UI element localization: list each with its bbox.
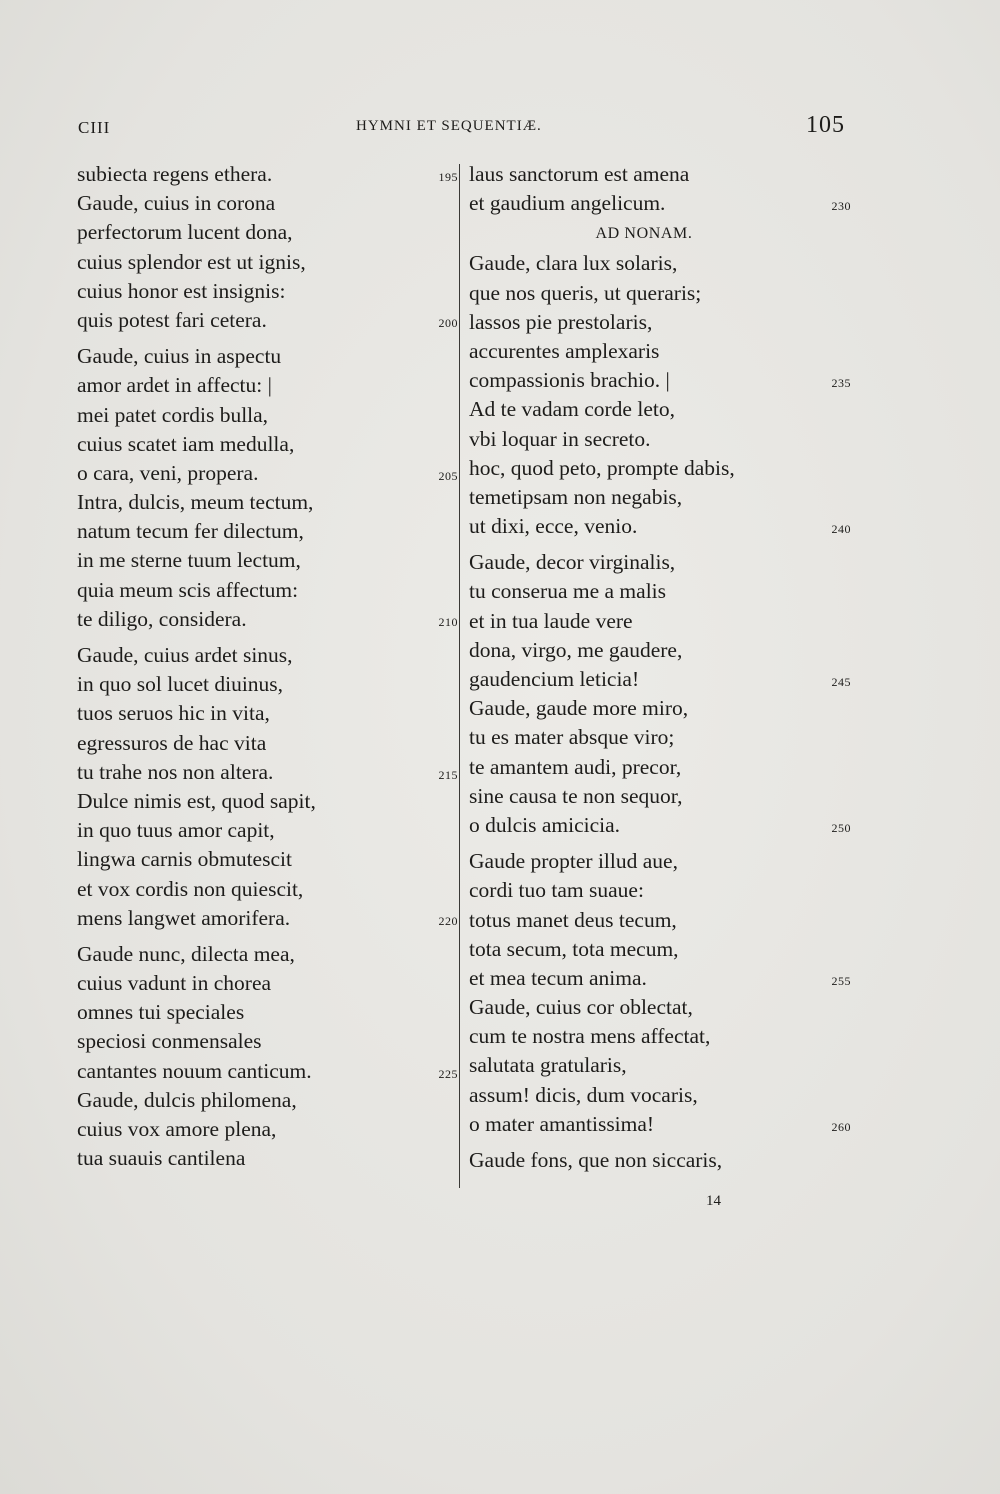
verse-line — [469, 1110, 849, 1139]
verse-line — [469, 249, 849, 278]
verse-text: totus manet deus tecum, — [469, 907, 677, 932]
verse-text: Gaude fons, que non siccaris, — [469, 1148, 723, 1172]
line-number: 260 — [831, 1119, 851, 1134]
verse-text: cuius vox amore plena, — [77, 1117, 277, 1141]
verse-text: Gaude, cuius in corona — [77, 191, 276, 216]
verse-text: assum! dicis, dum vocaris, — [469, 1082, 698, 1107]
verse-text: mens langwet amorifera. — [77, 905, 291, 930]
verse-text: Gaude, cuius ardet sinus, — [77, 643, 293, 667]
verse-text: et in tua laude vere — [469, 608, 633, 633]
verse-line — [469, 189, 849, 218]
verse-text: tu es mater absque viro; — [469, 725, 675, 750]
verse-line — [77, 459, 457, 488]
verse-text: Gaude, gaude more miro, — [469, 696, 689, 721]
verse-line — [469, 337, 849, 366]
verse-text: tua suauis cantilena — [77, 1146, 246, 1171]
verse-line — [77, 430, 457, 459]
verse-text: cuius scatet iam medulla, — [77, 431, 295, 456]
page-number: 105 — [806, 112, 845, 138]
verse-line — [77, 342, 457, 371]
verse-line — [77, 758, 457, 787]
verse-line — [469, 1146, 849, 1175]
verse-text: tu conserua me a malis — [469, 579, 667, 604]
verse-text: et vox cordis non quiescit, — [77, 876, 304, 901]
verse-line — [77, 904, 457, 933]
verse-line — [469, 279, 849, 308]
verse-text: hoc, quod peto, prompte dabis, — [469, 455, 735, 480]
verse-line — [469, 935, 849, 964]
verse-line — [77, 875, 457, 904]
verse-text: ut dixi, ecce, venio. — [469, 514, 638, 539]
verse-line — [469, 694, 849, 723]
verse-line — [469, 512, 849, 541]
verse-line — [77, 248, 457, 277]
verse-line — [469, 483, 849, 512]
verse-text: mei patet cordis bulla, — [77, 402, 269, 427]
verse-text: te diligo, considera. — [77, 606, 247, 631]
verse-line — [469, 847, 849, 876]
verse-line — [77, 576, 457, 605]
verse-text: Ad te vadam corde leto, — [469, 397, 675, 422]
stanza-gap — [77, 335, 457, 342]
verse-text: Gaude, cuius cor oblectat, — [469, 995, 693, 1020]
verse-line — [77, 401, 457, 430]
verse-line — [77, 670, 457, 699]
verse-line — [77, 218, 457, 247]
verse-text: lassos pie prestolaris, — [469, 309, 653, 334]
verse-text: Gaude nunc, dilecta mea, — [77, 941, 295, 966]
line-number: 240 — [831, 522, 851, 537]
right-verse-column — [469, 160, 849, 1175]
verse-line — [77, 998, 457, 1027]
verse-text: et gaudium angelicum. — [469, 191, 666, 216]
verse-line — [77, 1086, 457, 1115]
line-number: 200 — [438, 315, 458, 330]
verse-text: in me sterne tuum lectum, — [77, 548, 301, 573]
verse-text: tota secum, tota mecum, — [469, 936, 679, 961]
verse-line — [77, 546, 457, 575]
verse-line — [469, 906, 849, 935]
verse-line — [469, 366, 849, 395]
signature-mark: 14 — [706, 1193, 721, 1209]
verse-text: quis potest fari cetera. — [77, 307, 267, 332]
verse-text: cuius vadunt in chorea — [77, 971, 272, 996]
verse-text: gaudencium leticia! — [469, 667, 640, 691]
verse-line — [469, 993, 849, 1022]
verse-line — [469, 1022, 849, 1051]
verse-text: o mater amantissima! — [469, 1111, 655, 1136]
line-number: 255 — [831, 973, 851, 988]
line-number: 210 — [438, 614, 458, 629]
verse-text: Gaude, decor virginalis, — [469, 550, 676, 575]
verse-text: accurentes amplexaris — [469, 338, 660, 363]
stanza-gap — [469, 1139, 849, 1146]
stanza-gap — [469, 840, 849, 847]
verse-text: quia meum scis affectum: — [77, 577, 299, 602]
verse-line — [77, 845, 457, 874]
line-number: 225 — [438, 1066, 458, 1081]
verse-line — [469, 665, 849, 694]
line-number: 235 — [831, 376, 851, 391]
verse-text: subiecta regens ethera. — [77, 162, 273, 186]
verse-text: vbi loquar in secreto. — [469, 426, 651, 451]
running-header — [0, 114, 1000, 144]
verse-text: lingwa carnis obmutescit — [77, 847, 292, 872]
verse-text: Dulce nimis est, quod sapit, — [77, 788, 316, 813]
verse-line — [77, 1057, 457, 1086]
verse-line — [469, 425, 849, 454]
verse-line — [77, 969, 457, 998]
verse-text: perfectorum lucent dona, — [77, 220, 293, 245]
verse-line — [469, 607, 849, 636]
stanza-gap — [77, 634, 457, 641]
verse-text: natum tecum fer dilectum, — [77, 519, 304, 544]
verse-text: o cara, veni, propera. — [77, 460, 259, 485]
verse-text: tu trahe nos non altera. — [77, 759, 274, 784]
verse-text: in quo tuus amor capit, — [77, 818, 275, 843]
verse-line — [469, 811, 849, 840]
verse-text: et mea tecum anima. — [469, 965, 647, 990]
column-divider — [459, 164, 460, 1188]
verse-text: Gaude, clara lux solaris, — [469, 251, 678, 276]
line-number: 245 — [831, 675, 851, 689]
verse-line — [469, 395, 849, 424]
verse-line — [77, 517, 457, 546]
verse-line — [77, 277, 457, 306]
verse-text: te amantem audi, precor, — [469, 754, 682, 779]
verse-line — [469, 308, 849, 337]
verse-text: cuius honor est insignis: — [77, 278, 286, 303]
verse-text: egressuros de hac vita — [77, 730, 267, 755]
verse-text: dona, virgo, me gaudere, — [469, 637, 683, 662]
verse-line — [469, 753, 849, 782]
running-title: HYMNI ET SEQUENTIÆ. — [356, 118, 542, 134]
verse-text: que nos queris, ut queraris; — [469, 280, 702, 305]
verse-text: cuius splendor est ut ignis, — [77, 249, 306, 274]
section-heading: AD NONAM. — [595, 225, 693, 243]
verse-text: Gaude, dulcis philomena, — [77, 1087, 297, 1112]
verse-text: in quo sol lucet diuinus, — [77, 672, 284, 697]
verse-text: amor ardet in affectu: | — [77, 373, 272, 398]
verse-text: Gaude, cuius in aspectu — [77, 344, 282, 369]
verse-text: omnes tui speciales — [77, 1000, 245, 1025]
verse-line — [469, 577, 849, 606]
verse-line — [77, 729, 457, 758]
verse-line — [77, 488, 457, 517]
line-number: 205 — [438, 468, 458, 483]
verse-text: o dulcis amicicia. — [469, 812, 621, 837]
verse-text: sine causa te non sequor, — [469, 783, 683, 808]
line-number: 195 — [438, 170, 458, 184]
verse-text: cordi tuo tam suaue: — [469, 878, 644, 903]
verse-line — [77, 641, 457, 670]
hymn-number: CIII — [78, 118, 111, 137]
verse-line — [469, 723, 849, 752]
left-verse-column — [77, 160, 457, 1173]
verse-text: cantantes nouum canticum. — [77, 1058, 312, 1083]
verse-line — [469, 454, 849, 483]
stanza-gap — [77, 933, 457, 940]
verse-line — [469, 1051, 849, 1080]
verse-line — [77, 605, 457, 634]
verse-text: tuos seruos hic in vita, — [77, 701, 270, 726]
verse-line — [469, 548, 849, 577]
verse-line — [77, 699, 457, 728]
verse-line — [469, 964, 849, 993]
verse-line — [77, 1115, 457, 1144]
verse-line — [77, 160, 457, 189]
verse-text: Gaude propter illud aue, — [469, 849, 678, 874]
verse-text: speciosi conmensales — [77, 1029, 262, 1054]
verse-line — [77, 306, 457, 335]
verse-line — [77, 1144, 457, 1173]
verse-line — [469, 636, 849, 665]
verse-line — [77, 1027, 457, 1056]
verse-line — [469, 160, 849, 189]
verse-text: laus sanctorum est amena — [469, 162, 690, 186]
verse-text: salutata gratularis, — [469, 1053, 627, 1078]
verse-line — [469, 1081, 849, 1110]
line-number: 220 — [438, 913, 458, 928]
verse-line — [469, 782, 849, 811]
verse-line — [77, 189, 457, 218]
verse-line — [77, 940, 457, 969]
stanza-gap — [469, 541, 849, 548]
verse-line — [469, 876, 849, 905]
verse-text: compassionis brachio. | — [469, 368, 670, 393]
verse-line — [77, 787, 457, 816]
verse-line — [77, 816, 457, 845]
line-number: 250 — [831, 820, 851, 835]
line-number: 230 — [831, 199, 851, 214]
verse-text: cum te nostra mens affectat, — [469, 1024, 711, 1049]
verse-text: Intra, dulcis, meum tectum, — [77, 490, 314, 515]
verse-text: temetipsam non negabis, — [469, 484, 683, 509]
line-number: 215 — [438, 767, 458, 782]
verse-line — [77, 371, 457, 400]
